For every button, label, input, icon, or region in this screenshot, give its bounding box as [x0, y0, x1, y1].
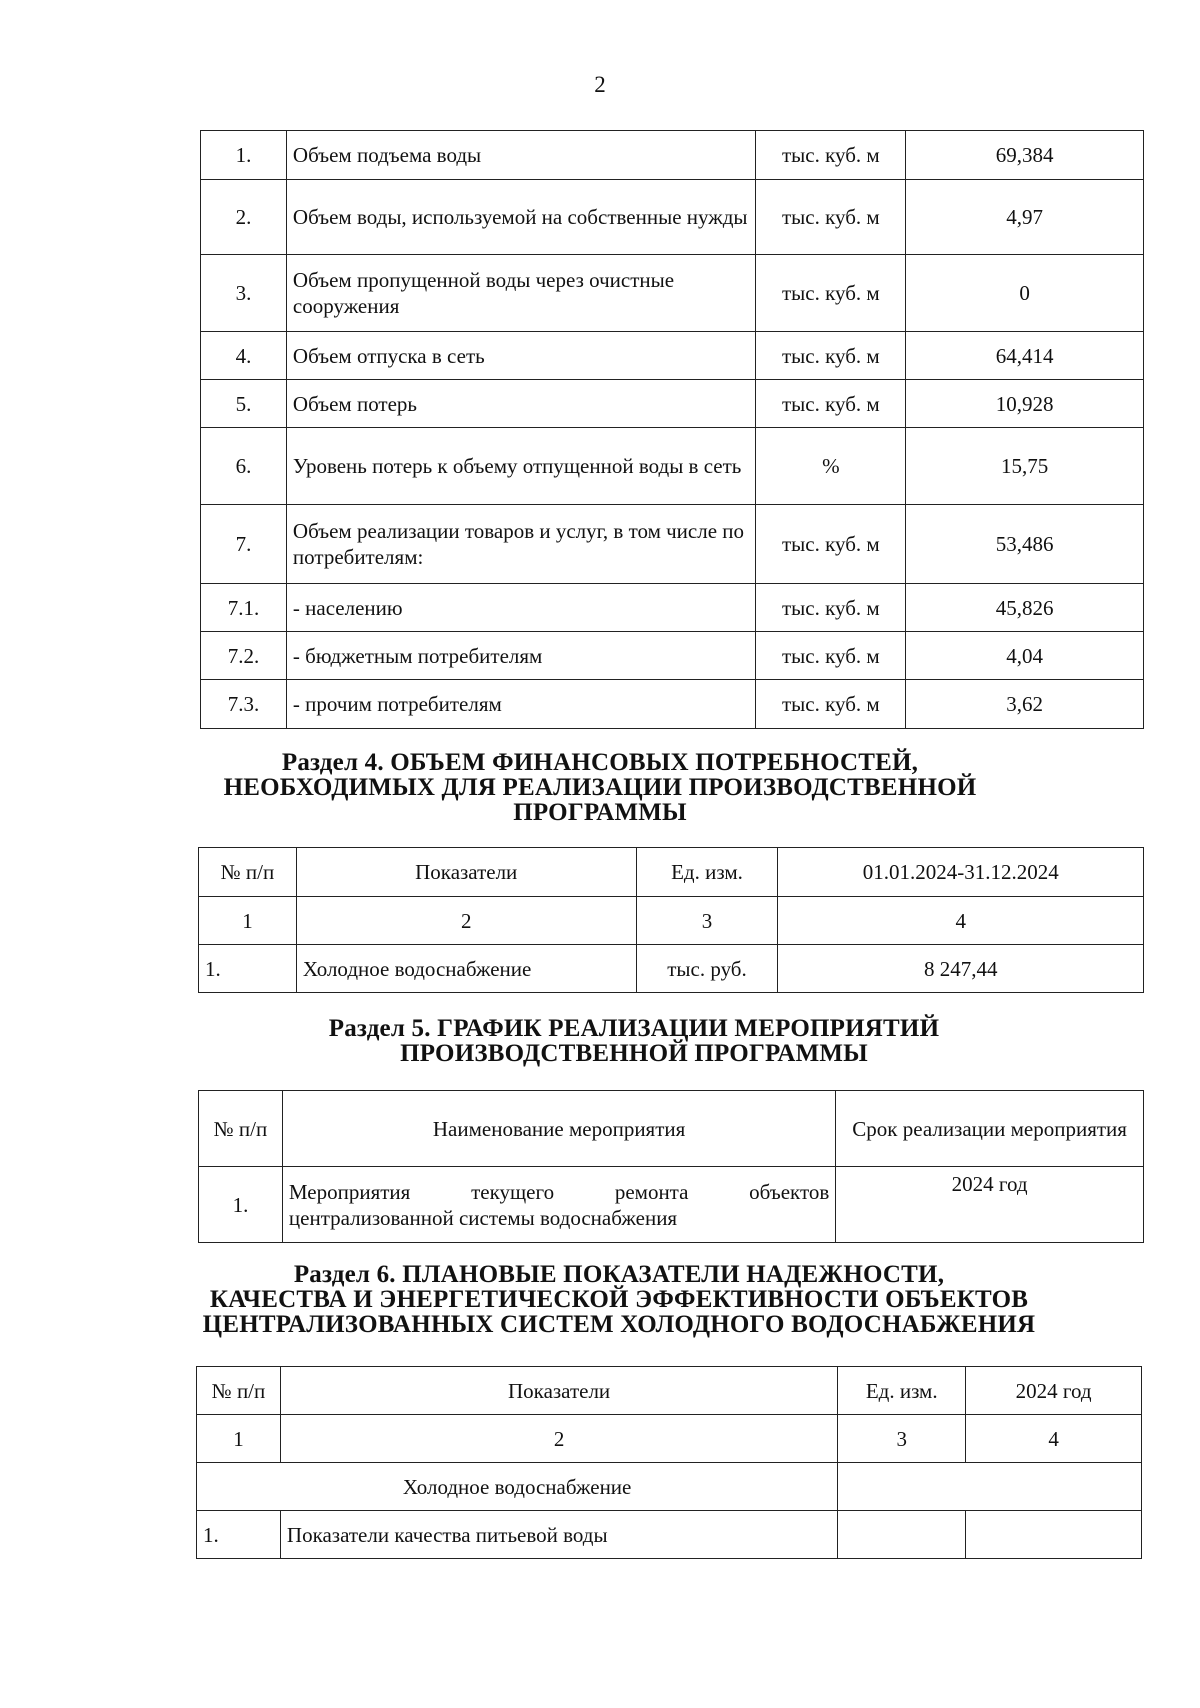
- row-number: 7.2.: [201, 632, 287, 680]
- indicator-name: Объем подъема воды: [286, 131, 755, 180]
- unit: %: [756, 428, 906, 505]
- row-number: 7.3.: [201, 680, 287, 729]
- col-number: 3: [838, 1415, 966, 1463]
- row-number: 7.: [201, 505, 287, 584]
- table-row: [201, 380, 1144, 428]
- row-number: 3.: [201, 255, 287, 332]
- header-unit: Ед. изм.: [636, 848, 778, 897]
- table-row: [199, 1167, 1144, 1243]
- unit: тыс. куб. м: [756, 632, 906, 680]
- table-row: [201, 332, 1144, 380]
- header-activity: Наименование мероприятия: [282, 1091, 835, 1167]
- column-number-row: [197, 1415, 1142, 1463]
- table-row: [197, 1511, 1142, 1559]
- value: 45,826: [906, 584, 1144, 632]
- table-row: [201, 680, 1144, 729]
- indicator-name: Объем пропущенной воды через очистные сооружения: [286, 255, 755, 332]
- section6-title-line2: КАЧЕСТВА И ЭНЕРГЕТИЧЕСКОЙ ЭФФЕКТИВНОСТИ ОБЪЕКТОВ: [209, 1286, 1029, 1313]
- col-number: 4: [966, 1415, 1142, 1463]
- header-indicators: Показатели: [280, 1367, 837, 1415]
- unit: тыс. куб. м: [756, 584, 906, 632]
- header-unit: Ед. изм.: [838, 1367, 966, 1415]
- col-number: 1: [199, 897, 297, 945]
- unit: тыс. куб. м: [756, 131, 906, 180]
- value: 10,928: [906, 380, 1144, 428]
- column-number-row: [199, 897, 1144, 945]
- section4-title-line2: НЕОБХОДИМЫХ ДЛЯ РЕАЛИЗАЦИИ ПРОИЗВОДСТВЕННОЙ: [223, 774, 977, 801]
- value: 3,62: [906, 680, 1144, 729]
- section4-title-line3: ПРОГРАММЫ: [513, 799, 687, 826]
- value: 53,486: [906, 505, 1144, 584]
- term-value: 2024 год: [836, 1167, 1144, 1243]
- section5-title-line2: ПРОИЗВОДСТВЕННОЙ ПРОГРАММЫ: [400, 1040, 868, 1067]
- value: 64,414: [906, 332, 1144, 380]
- row-number: 7.1.: [201, 584, 287, 632]
- section4-title: [0, 750, 1200, 825]
- table-header-row: [199, 1091, 1144, 1167]
- unit: тыс. куб. м: [756, 680, 906, 729]
- unit: тыс. куб. м: [756, 255, 906, 332]
- header-num: № п/п: [199, 848, 297, 897]
- group-label: Холодное водоснабжение: [197, 1463, 838, 1511]
- value: 4,97: [906, 180, 1144, 255]
- header-indicators: Показатели: [296, 848, 636, 897]
- table-row: [201, 584, 1144, 632]
- value-empty-cell: [966, 1511, 1142, 1559]
- indicator-name: - населению: [286, 584, 755, 632]
- col-number: 4: [778, 897, 1144, 945]
- unit: тыс. руб.: [636, 945, 778, 993]
- indicator-name: Уровень потерь к объему отпущенной воды в сеть: [286, 428, 755, 505]
- table-header-row: [199, 848, 1144, 897]
- value: 4,04: [906, 632, 1144, 680]
- header-num: № п/п: [197, 1367, 281, 1415]
- section4-title-line1: Раздел 4. ОБЪЕМ ФИНАНСОВЫХ ПОТРЕБНОСТЕЙ,: [281, 749, 919, 776]
- col-number: 1: [197, 1415, 281, 1463]
- section5-title-line1: Раздел 5. ГРАФИК РЕАЛИЗАЦИИ МЕРОПРИЯТИЙ: [328, 1015, 940, 1042]
- section6-title: [0, 1262, 1200, 1337]
- indicator-name: Показатели качества питьевой воды: [280, 1511, 837, 1559]
- table-row: [201, 255, 1144, 332]
- group-row: [197, 1463, 1142, 1511]
- section6-title-line3: ЦЕНТРАЛИЗОВАННЫХ СИСТЕМ ХОЛОДНОГО ВОДОСНАБЖЕНИЯ: [202, 1311, 1036, 1338]
- row-number: 2.: [201, 180, 287, 255]
- indicator-name: Объем потерь: [286, 380, 755, 428]
- table-header-row: [197, 1367, 1142, 1415]
- row-number: 6.: [201, 428, 287, 505]
- table-row: [201, 131, 1144, 180]
- value: 69,384: [906, 131, 1144, 180]
- activity-name: Мероприятия текущего ремонта объектов централизованной системы водоснабжения: [282, 1167, 835, 1243]
- table-row: [201, 632, 1144, 680]
- unit-empty-cell: [838, 1511, 966, 1559]
- table-row: [201, 505, 1144, 584]
- row-number: 4.: [201, 332, 287, 380]
- unit: тыс. куб. м: [756, 505, 906, 584]
- header-period: 01.01.2024-31.12.2024: [778, 848, 1144, 897]
- table-row: [201, 428, 1144, 505]
- col-number: 2: [280, 1415, 837, 1463]
- indicator-name: - прочим потребителям: [286, 680, 755, 729]
- unit: тыс. куб. м: [756, 332, 906, 380]
- unit: тыс. куб. м: [756, 380, 906, 428]
- table-row: [199, 945, 1144, 993]
- value: 15,75: [906, 428, 1144, 505]
- value: 8 247,44: [778, 945, 1144, 993]
- section5-table: [198, 1090, 1144, 1243]
- col-number: 3: [636, 897, 778, 945]
- table-row: [201, 180, 1144, 255]
- row-number: 1.: [201, 131, 287, 180]
- row-number: 5.: [201, 380, 287, 428]
- unit: тыс. куб. м: [756, 180, 906, 255]
- row-number: 1.: [197, 1511, 281, 1559]
- header-term: Срок реализации мероприятия: [836, 1091, 1144, 1167]
- section4-table: [198, 847, 1144, 993]
- col-number: 2: [296, 897, 636, 945]
- row-number: 1.: [199, 945, 297, 993]
- indicator-name: Холодное водоснабжение: [296, 945, 636, 993]
- indicator-name: - бюджетным потребителям: [286, 632, 755, 680]
- water-balance-table: [200, 130, 1144, 729]
- indicator-name: Объем воды, используемой на собственные нужды: [286, 180, 755, 255]
- indicator-name: Объем реализации товаров и услуг, в том числе по потребителям:: [286, 505, 755, 584]
- header-num: № п/п: [199, 1091, 283, 1167]
- row-number: 1.: [199, 1167, 283, 1243]
- group-empty-cell: [838, 1463, 1142, 1511]
- header-year: 2024 год: [966, 1367, 1142, 1415]
- value: 0: [906, 255, 1144, 332]
- section6-table: [196, 1366, 1142, 1559]
- section6-title-line1: Раздел 6. ПЛАНОВЫЕ ПОКАЗАТЕЛИ НАДЕЖНОСТИ,: [293, 1261, 945, 1288]
- section5-title: [0, 1016, 1200, 1066]
- indicator-name: Объем отпуска в сеть: [286, 332, 755, 380]
- page-number: 2: [594, 72, 606, 97]
